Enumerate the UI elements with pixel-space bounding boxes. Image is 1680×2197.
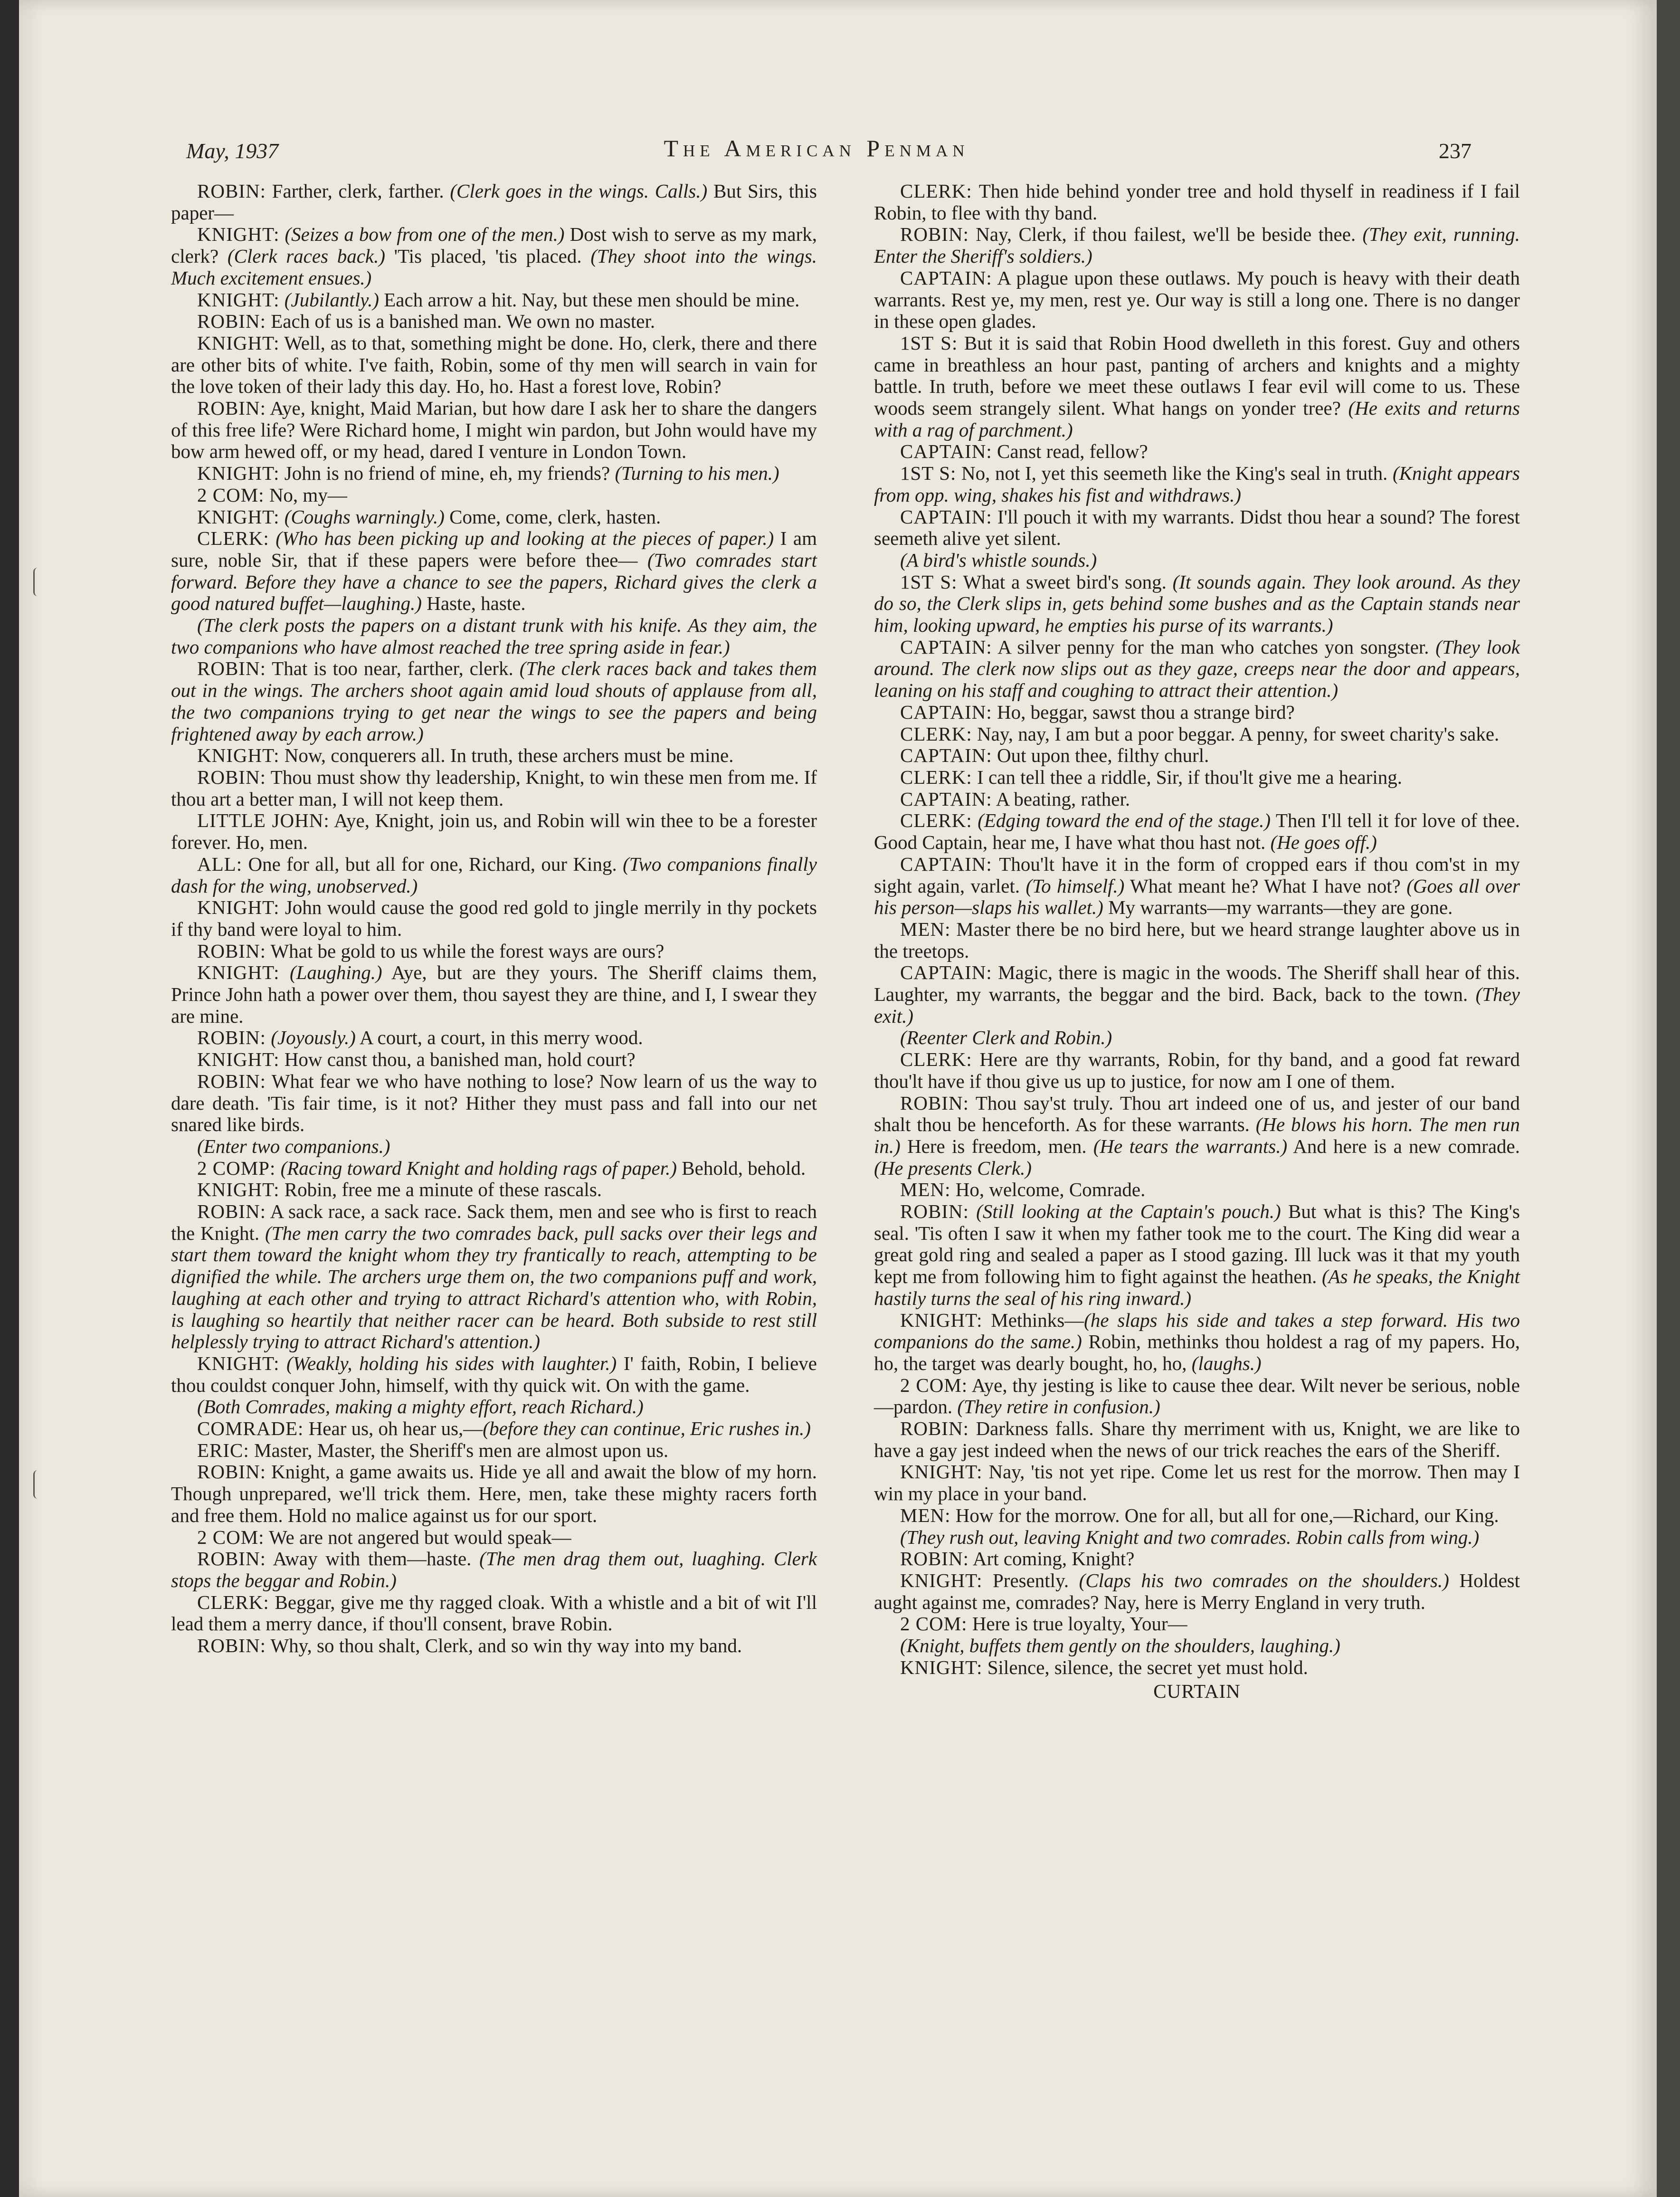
dialogue-paragraph <box>874 571 1520 637</box>
dialogue-paragraph <box>171 1136 817 1158</box>
dialogue-paragraph <box>171 1635 817 1657</box>
speaker-name: 2 COM: <box>900 1613 968 1635</box>
speaker-name: KNIGHT: <box>197 288 280 311</box>
closing-curtain: CURTAIN <box>1153 1680 1241 1702</box>
dialogue-text: Here is true loyalty, Your— <box>967 1613 1187 1635</box>
dialogue-text: 'Tis placed, 'tis placed. <box>385 245 591 267</box>
dialogue-text: Holdest aught against me, comrades? Nay, here is Merry England in very truth. <box>874 1569 1520 1613</box>
stage-direction: (They rush out, leaving Knight and two comrades. Robin calls from wing.) <box>900 1526 1480 1548</box>
dialogue-text: What meant he? What I have not? <box>1124 875 1407 897</box>
speaker-name: KNIGHT: <box>197 462 280 485</box>
dialogue-text: Then hide behind yonder tree and hold thyself in readiness if I fail Robin, to flee with thy band. <box>874 180 1520 224</box>
dialogue-paragraph <box>874 810 1520 853</box>
dialogue-paragraph <box>171 181 817 224</box>
dialogue-text: I am sure, noble Sir, that if these papers were before thee— <box>171 527 817 571</box>
dialogue-text: Here are thy warrants, Robin, for thy band, and a good fat reward thou'lt have if thou give us up to justice, for now am I one of them. <box>874 1048 1520 1092</box>
speaker-name: ROBIN: <box>900 1200 969 1223</box>
binding-spine <box>0 0 19 2197</box>
dialogue-text: John would cause the good red gold to jingle merrily in thy pockets if thy band were loyal to him. <box>171 896 817 940</box>
dialogue-text: Now, conquerers all. In truth, these archers must be mine. <box>279 744 734 767</box>
dialogue-paragraph <box>874 1418 1520 1461</box>
right-text-column <box>874 181 1520 1702</box>
dialogue-text: A plague upon these outlaws. My pouch is heavy with their death warrants. Rest ye, my men, rest ye. Our way is still a long one. There is no danger in these open glades. <box>874 266 1520 333</box>
speaker-name: ROBIN: <box>197 1635 266 1657</box>
speaker-name: MEN: <box>900 1179 951 1201</box>
dialogue-text: No, not I, yet this seemeth like the King's seal in truth. <box>956 462 1393 485</box>
dialogue-text: Master, Master, the Sheriff's men are almost upon us. <box>249 1439 669 1461</box>
dialogue-paragraph <box>874 702 1520 723</box>
dialogue-text: Ho, welcome, Comrade. <box>950 1179 1146 1201</box>
left-text-column <box>171 181 817 1657</box>
speaker-name: KNIGHT: <box>197 223 280 246</box>
dialogue-paragraph <box>171 528 817 615</box>
dialogue-text: I' faith, Robin, I believe thou couldst conquer John, himself, with thy quick wit. On with the game. <box>171 1352 817 1396</box>
stage-direction: (Who has been picking up and looking at the pieces of paper.) <box>275 527 774 550</box>
stage-direction: (Still looking at the Captain's pouch.) <box>976 1200 1281 1223</box>
speaker-name: CAPTAIN: <box>900 788 992 810</box>
dialogue-paragraph <box>171 398 817 463</box>
speaker-name: ROBIN: <box>197 1461 266 1483</box>
stage-direction: (Weakly, holding his sides with laughter.) <box>286 1352 617 1374</box>
publication-title: The American Penman <box>664 135 969 162</box>
stage-direction: (It sounds again. They look around. As they do so, the Clerk slips in, gets behind some bushes and as the Captain stands near him, looking upward, he empties his purse of its warrants.) <box>874 571 1520 637</box>
speaker-name: KNIGHT: <box>197 896 280 919</box>
dialogue-paragraph <box>874 1548 1520 1570</box>
stage-direction: (Two comrades start forward. Before they have a chance to see the papers, Richard gives the clerk a good natured buffet—laughing.) <box>171 549 817 615</box>
stage-direction: (The clerk posts the papers on a distant trunk with his knife. As they aim, the two companions who have almost reached the tree spring aside in fear.) <box>171 614 817 658</box>
dialogue-text: Well, as to that, something might be done. Ho, clerk, there and there are other bits of white. I've faith, Robin, some of thy men will search in vain for the love token of their lady this day. Ho, ho. Hast a forest love, Robin? <box>171 332 817 398</box>
dialogue-text: Canst read, fellow? <box>992 440 1148 463</box>
speaker-name: CLERK: <box>197 1591 269 1613</box>
stage-direction: (They exit, running. Enter the Sheriff's soldiers.) <box>874 223 1520 267</box>
speaker-name: 2 COM: <box>197 1526 265 1548</box>
dialogue-paragraph <box>171 289 817 311</box>
speaker-name: 1ST S: <box>900 571 958 593</box>
speaker-name: KNIGHT: <box>197 744 280 767</box>
dialogue-paragraph <box>874 441 1520 463</box>
speaker-name: ROBIN: <box>900 1417 969 1440</box>
dialogue-text: We are not angered but would speak— <box>264 1526 571 1548</box>
dialogue-text: Robin, methinks thou holdest a rag of my papers. Ho, ho, the target was dearly bought, ho, ho, <box>874 1331 1520 1374</box>
speaker-name: ROBIN: <box>197 1548 266 1570</box>
dialogue-paragraph <box>874 550 1520 571</box>
stage-direction: (Clerk races back.) <box>227 245 386 267</box>
dialogue-text: Knight, a game awaits us. Hide ye all and await the blow of my horn. Though unprepared, we'll trick them. Here, men, take these mighty racers forth and free them. Hold no malice against us for our sport. <box>171 1461 817 1526</box>
dialogue-text: A silver penny for the man who catches yon songster. <box>992 636 1436 658</box>
dialogue-text: Thou say'st truly. Thou art indeed one of us, and jester of our band shalt thou be henceforth. As for these warrants. <box>874 1092 1520 1136</box>
dialogue-paragraph <box>874 224 1520 267</box>
dialogue-paragraph <box>874 1179 1520 1201</box>
dialogue-text: What a sweet bird's song. <box>957 571 1173 593</box>
stage-direction: (They retire in confusion.) <box>957 1396 1160 1418</box>
right-column-body <box>874 181 1520 1679</box>
speaker-name: 2 COM: <box>197 484 265 506</box>
dialogue-text: Magic, there is magic in the woods. The Sheriff shall hear of this. Laughter, my warrants, the beggar and the bird. Back, back to the town. <box>874 961 1520 1006</box>
dialogue-paragraph <box>171 941 817 962</box>
dialogue-text: Then I'll tell it for love of thee. Good Captain, hear me, I have what thou hast not. <box>874 809 1520 854</box>
dialogue-text: What be gold to us while the forest ways are ours? <box>266 940 664 962</box>
stage-direction: (Claps his two comrades on the shoulders.) <box>1079 1569 1449 1591</box>
stage-direction: (They look around. The clerk now slips out as they gaze, creeps near the door and appears, leaning on his staff and coughing to attract their attention.) <box>874 636 1520 702</box>
speaker-name: MEN: <box>900 918 951 940</box>
dialogue-text: Dost wish to serve as my mark, clerk? <box>171 223 817 267</box>
stage-direction: (Two companions finally dash for the wing, unobserved.) <box>171 853 817 897</box>
dialogue-paragraph <box>874 181 1520 224</box>
stage-direction: (The men drag them out, luaghing. Clerk stops the beggar and Robin.) <box>171 1548 817 1591</box>
dialogue-text: Beggar, give me thy ragged cloak. With a whistle and a bit of wit I'll lead them a merry dance, if thou'll consent, brave Robin. <box>171 1591 817 1635</box>
dialogue-text: Aye, Knight, join us, and Robin will win thee to be a forester forever. Ho, men. <box>171 809 817 854</box>
dialogue-paragraph <box>171 745 817 767</box>
dialogue-paragraph <box>874 1505 1520 1527</box>
dialogue-text: I can tell thee a riddle, Sir, if thou'lt give me a hearing. <box>972 766 1402 788</box>
speaker-name: ROBIN: <box>197 657 266 680</box>
dialogue-text <box>275 1157 280 1179</box>
speaker-name: KNIGHT: <box>900 1309 983 1331</box>
dialogue-text: My warrants—my warrants—they are gone. <box>1103 896 1453 919</box>
dialogue-paragraph <box>874 267 1520 333</box>
stage-direction: (To himself.) <box>1025 875 1125 897</box>
dialogue-paragraph <box>874 1049 1520 1092</box>
dialogue-paragraph <box>171 962 817 1027</box>
dialogue-text <box>269 527 276 549</box>
speaker-name: CLERK: <box>900 809 972 832</box>
dialogue-text: Darkness falls. Share thy merriment with us, Knight, we are like to have a gay jest indeed when the news of our trick reaches the ears of the Sheriff. <box>874 1417 1520 1461</box>
dialogue-text: Ho, beggar, sawst thou a strange bird? <box>992 701 1295 723</box>
stage-direction: (They shoot into the wings. Much excitement ensues.) <box>171 245 817 289</box>
dialogue-text: Haste, haste. <box>422 592 526 615</box>
dialogue-paragraph <box>874 1201 1520 1310</box>
stage-direction: (Enter two companions.) <box>197 1135 390 1157</box>
stage-direction: (He blows his horn. The men run in.) <box>874 1113 1520 1157</box>
dialogue-text <box>266 1027 271 1048</box>
dialogue-paragraph <box>171 658 817 745</box>
dialogue-text: And here is a new comrade. <box>1287 1135 1520 1157</box>
speaker-name: CLERK: <box>900 1048 972 1071</box>
dialogue-text: Aye, knight, Maid Marian, but how dare I ask her to share the dangers of this free life? Were Richard home, I might win pardon, but John would have my bow arm hewed off, or my head, dared I venture in London Town. <box>171 397 817 463</box>
dialogue-paragraph <box>171 1418 817 1440</box>
dialogue-text: Why, so thou shalt, Clerk, and so win thy way into my band. <box>266 1635 742 1657</box>
stage-direction: (He presents Clerk.) <box>874 1157 1032 1179</box>
dialogue-paragraph <box>874 1570 1520 1613</box>
dialogue-paragraph <box>874 854 1520 919</box>
speaker-name: CLERK: <box>900 766 972 788</box>
stage-direction: (The clerk races back and takes them out in the wings. The archers shoot again amid loud shouts of applause from all, the two companions trying to get near the wings to see the papers and being frightened away by each arrow.) <box>171 657 817 745</box>
dialogue-text: One for all, but all for one, Richard, our King. <box>242 853 623 875</box>
speaker-name: CLERK: <box>900 180 972 202</box>
dialogue-text: Farther, clerk, farther. <box>266 180 450 202</box>
dialogue-text <box>279 961 289 983</box>
speaker-name: 2 COMP: <box>197 1157 276 1179</box>
dialogue-text <box>279 223 285 245</box>
dialogue-text: Nay, 'tis not yet ripe. Come let us rest for the morrow. Then may I win my place in your band. <box>874 1461 1520 1505</box>
dialogue-text: Nay, Clerk, if thou failest, we'll be beside thee. <box>968 223 1363 246</box>
dialogue-text: A court, a court, in this merry wood. <box>355 1027 643 1049</box>
dialogue-paragraph <box>171 1027 817 1049</box>
dialogue-text: How for the morrow. One for all, but all for one,—Richard, our King. <box>950 1504 1499 1526</box>
speaker-name: KNIGHT: <box>900 1461 983 1483</box>
dialogue-paragraph <box>171 615 817 658</box>
dialogue-paragraph <box>874 723 1520 745</box>
stage-direction: (Laughing.) <box>289 961 382 984</box>
dialogue-paragraph <box>874 333 1520 441</box>
dialogue-paragraph <box>171 463 817 485</box>
dialogue-text: But what is this? The King's seal. 'Tis often I saw it when my father took me to the court. The King did wear a great gold ring and sealed a paper as I stood gazing. Ill luck was it that my youth kept me from following him to fight against the heathen. <box>874 1200 1520 1288</box>
dialogue-text: A sack race, a sack race. Sack them, men and see who is first to reach the Knight. <box>171 1200 817 1244</box>
dialogue-text: Come, come, clerk, hasten. <box>444 505 661 528</box>
stage-direction: (The men carry the two comrades back, pull sacks over their legs and start them toward the knight whom they try frantically to reach, attempting to be dignified the while. The archers urge them on, the two companions puff and work, laughing at each other and trying to attract Richard's attention who, with Robin, is laughing so heartily that neither racer can be heard. Both subside to rest still helplessly trying to attract Richard's attention.) <box>171 1222 817 1353</box>
speaker-name: CAPTAIN: <box>900 636 992 658</box>
dialogue-text: Each arrow a hit. Nay, but these men should be mine. <box>379 288 800 311</box>
dialogue-paragraph <box>874 1527 1520 1549</box>
stage-direction: (Edging toward the end of the stage.) <box>978 809 1271 832</box>
speaker-name: KNIGHT: <box>900 1656 983 1678</box>
speaker-name: ROBIN: <box>900 1092 969 1114</box>
stage-direction: (Coughs warningly.) <box>284 505 445 528</box>
dialogue-paragraph <box>171 506 817 528</box>
dialogue-text: But it is said that Robin Hood dwelleth in this forest. Guy and others came in breathless an hour past, panting of archers and knights and a mighty battle. In truth, before we meet these outlaws I fear evil will come to us. These woods seem strangely silent. What hangs on yonder tree? <box>874 332 1520 419</box>
speaker-name: ROBIN: <box>197 397 266 419</box>
stage-direction: (Racing toward Knight and holding rags of paper.) <box>280 1157 677 1179</box>
stage-direction: (Goes all over his person—slaps his wallet.) <box>874 875 1520 919</box>
dialogue-paragraph <box>171 1201 817 1353</box>
speaker-name: ERIC: <box>197 1439 249 1461</box>
dialogue-paragraph <box>171 311 817 333</box>
stage-direction: (Knight, buffets them gently on the shoulders, laughing.) <box>900 1635 1340 1657</box>
dialogue-paragraph <box>874 506 1520 550</box>
dialogue-paragraph <box>171 333 817 398</box>
dialogue-text: Aye, but are they yours. The Sheriff claims them, Prince John hath a power over them, thou sayest they are thine, and I, I swear they are mine. <box>171 961 817 1027</box>
stage-direction: (He goes off.) <box>1270 831 1377 854</box>
speaker-name: KNIGHT: <box>197 505 280 528</box>
dialogue-paragraph <box>874 962 1520 1027</box>
dialogue-text: No, my— <box>264 484 347 506</box>
speaker-name: ROBIN: <box>197 1027 266 1049</box>
dialogue-paragraph <box>171 767 817 810</box>
dialogue-text <box>279 289 284 311</box>
stage-direction: (laughs.) <box>1191 1352 1262 1374</box>
dialogue-text: Robin, free me a minute of these rascals. <box>279 1179 602 1201</box>
dialogue-paragraph <box>171 224 817 289</box>
dialogue-paragraph <box>874 1310 1520 1375</box>
speaker-name: ALL: <box>197 853 243 875</box>
speaker-name: ROBIN: <box>197 310 266 333</box>
dialogue-text <box>972 809 978 831</box>
speaker-name: LITTLE JOHN: <box>197 809 330 832</box>
speaker-name: ROBIN: <box>197 1070 266 1092</box>
dialogue-text <box>279 506 284 528</box>
stage-direction: (Knight appears from opp. wing, shakes his fist and withdraws.) <box>874 462 1520 506</box>
dialogue-paragraph <box>171 1440 817 1462</box>
speaker-name: 2 COM: <box>900 1374 968 1396</box>
dialogue-paragraph <box>874 1657 1520 1679</box>
dialogue-paragraph <box>874 1613 1520 1635</box>
dialogue-paragraph <box>874 767 1520 789</box>
dialogue-paragraph <box>874 1635 1520 1657</box>
stage-direction: (A bird's whistle sounds.) <box>900 549 1097 571</box>
dialogue-paragraph <box>171 1592 817 1635</box>
dialogue-text: Hear us, oh hear us,— <box>304 1417 483 1440</box>
dialogue-paragraph <box>171 1179 817 1201</box>
stage-direction: (Turning to his men.) <box>615 462 779 485</box>
speaker-name: ROBIN: <box>197 940 266 962</box>
stage-direction: (Joyously.) <box>271 1027 356 1049</box>
speaker-name: CAPTAIN: <box>900 701 992 723</box>
dialogue-text: A beating, rather. <box>992 788 1130 810</box>
dialogue-paragraph <box>171 1396 817 1418</box>
stage-direction: (Reenter Clerk and Robin.) <box>900 1027 1112 1049</box>
issue-date: May, 1937 <box>186 139 279 163</box>
dialogue-paragraph <box>874 1461 1520 1504</box>
dialogue-paragraph <box>171 1158 817 1179</box>
dialogue-paragraph <box>874 463 1520 506</box>
speaker-name: CAPTAIN: <box>900 744 992 767</box>
dialogue-paragraph <box>874 789 1520 810</box>
dialogue-text <box>969 1200 976 1222</box>
speaker-name: CAPTAIN: <box>900 440 992 463</box>
margin-mark <box>33 1470 38 1499</box>
speaker-name: COMRADE: <box>197 1417 304 1440</box>
stage-direction: (Both Comrades, making a mighty effort, reach Richard.) <box>197 1396 644 1418</box>
dialogue-paragraph <box>171 1548 817 1591</box>
dialogue-text: Behold, behold. <box>677 1157 806 1179</box>
speaker-name: ROBIN: <box>197 1200 266 1223</box>
dialogue-paragraph <box>874 1027 1520 1049</box>
dialogue-text: What fear we who have nothing to lose? Now learn of us the way to dare death. 'Tis fair time, is it not? Hither they must pass and fall into our net snared like birds. <box>171 1070 817 1136</box>
dialogue-text: Away with them—haste. <box>266 1548 480 1570</box>
stage-direction: (he slaps his side and takes a step forward. His two companions do the same.) <box>874 1309 1520 1353</box>
dialogue-paragraph <box>171 854 817 897</box>
speaker-name: KNIGHT: <box>197 1179 280 1201</box>
speaker-name: CAPTAIN: <box>900 961 992 984</box>
speaker-name: KNIGHT: <box>197 1048 280 1071</box>
dialogue-text: Thou'lt have it in the form of cropped ears if thou com'st in my sight again, varlet. <box>874 853 1520 897</box>
stage-direction: (Clerk goes in the wings. Calls.) <box>450 180 708 202</box>
stage-direction: (He tears the warrants.) <box>1093 1135 1288 1157</box>
dialogue-text: Master there be no bird here, but we heard strange laughter above us in the treetops. <box>874 918 1520 962</box>
stage-direction: (Seizes a bow from one of the men.) <box>285 223 565 246</box>
dialogue-text <box>279 1352 286 1374</box>
dialogue-text: Here is freedom, men. <box>900 1135 1093 1157</box>
dialogue-paragraph <box>171 485 817 506</box>
page-header <box>161 134 1471 168</box>
dialogue-text: Thou must show thy leadership, Knight, to win these men from me. If thou art a better man, I will not keep them. <box>171 766 817 810</box>
speaker-name: CAPTAIN: <box>900 266 992 289</box>
speaker-name: ROBIN: <box>197 180 266 202</box>
stage-direction: (before they can continue, Eric rushes in.) <box>483 1417 811 1440</box>
speaker-name: CLERK: <box>197 527 269 550</box>
dialogue-text: John is no friend of mine, eh, my friends? <box>279 462 615 485</box>
stage-direction: (Jubilantly.) <box>284 288 379 311</box>
dialogue-paragraph <box>171 897 817 940</box>
dialogue-paragraph <box>171 1071 817 1136</box>
dialogue-text: How canst thou, a banished man, hold court? <box>279 1048 636 1071</box>
dialogue-text: Out upon thee, filthy churl. <box>992 744 1209 767</box>
stage-direction: (He exits and returns with a rag of parchment.) <box>874 397 1520 441</box>
dialogue-paragraph <box>171 810 817 853</box>
dialogue-paragraph <box>874 1375 1520 1418</box>
dialogue-paragraph <box>874 745 1520 767</box>
dialogue-paragraph <box>171 1049 817 1071</box>
dialogue-text: Each of us is a banished man. We own no master. <box>266 310 655 333</box>
stage-direction: (As he speaks, the Knight hastily turns the seal of his ring inward.) <box>874 1265 1520 1309</box>
speaker-name: KNIGHT: <box>900 1569 983 1591</box>
dialogue-text: Methinks— <box>982 1309 1084 1331</box>
dialogue-paragraph <box>874 637 1520 702</box>
dialogue-text: Aye, thy jesting is like to cause thee dear. Wilt never be serious, noble—pardon. <box>874 1374 1520 1418</box>
margin-mark <box>33 568 38 596</box>
speaker-name: ROBIN: <box>900 1548 969 1570</box>
dialogue-text: Nay, nay, I am but a poor beggar. A penny, for sweet charity's sake. <box>972 723 1500 745</box>
dialogue-paragraph <box>171 1461 817 1526</box>
speaker-name: KNIGHT: <box>197 961 280 984</box>
stage-direction: (They exit.) <box>874 983 1520 1027</box>
speaker-name: ROBIN: <box>900 223 969 246</box>
magazine-page <box>19 0 1657 2197</box>
speaker-name: CLERK: <box>900 723 972 745</box>
dialogue-text: But Sirs, this paper— <box>171 180 817 224</box>
speaker-name: CAPTAIN: <box>900 505 992 528</box>
speaker-name: ROBIN: <box>197 766 266 788</box>
dialogue-paragraph <box>171 1527 817 1549</box>
speaker-name: 1ST S: <box>900 332 958 354</box>
dialogue-paragraph <box>874 919 1520 962</box>
dialogue-paragraph <box>874 1093 1520 1179</box>
dialogue-text: Silence, silence, the secret yet must hold. <box>982 1656 1308 1678</box>
speaker-name: MEN: <box>900 1504 951 1526</box>
speaker-name: 1ST S: <box>900 462 957 485</box>
dialogue-text: Presently. <box>982 1569 1079 1591</box>
speaker-name: KNIGHT: <box>197 332 280 354</box>
speaker-name: CAPTAIN: <box>900 853 992 875</box>
dialogue-text: I'll pouch it with my warrants. Didst thou hear a sound? The forest seemeth alive yet silent. <box>874 505 1520 550</box>
page-edge-shadow <box>1657 0 1680 2197</box>
dialogue-paragraph <box>171 1353 817 1396</box>
dialogue-text: That is too near, farther, clerk. <box>266 657 520 680</box>
speaker-name: KNIGHT: <box>197 1352 280 1374</box>
page-number: 237 <box>1439 139 1471 163</box>
dialogue-text: Art coming, Knight? <box>968 1548 1135 1570</box>
